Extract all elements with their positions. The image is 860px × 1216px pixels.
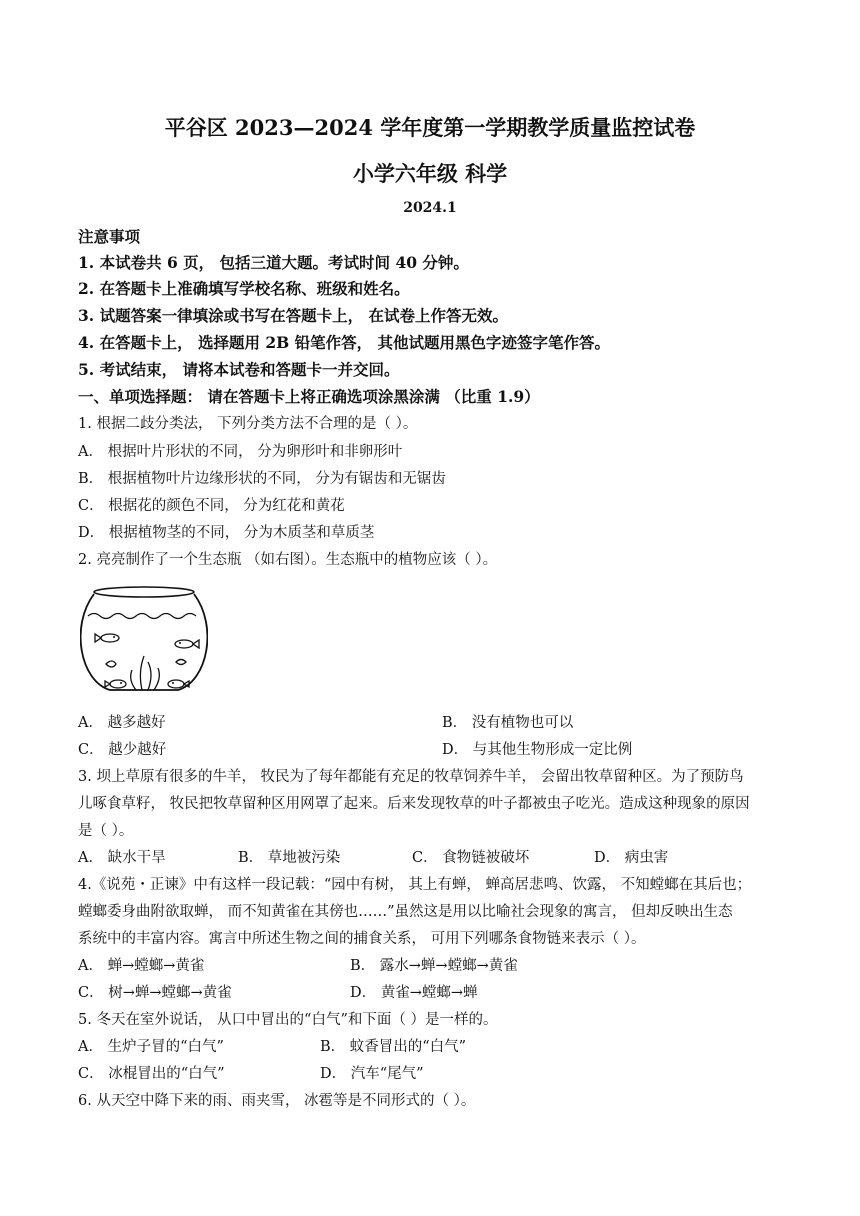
- question-stem: 6. 从天空中降下来的雨、雨夹雪， 冰雹等是不同形式的（ ）。: [78, 1093, 476, 1109]
- question-stem: 1. 根据二歧分类法， 下列分类方法不合理的是（ ）。: [78, 416, 418, 432]
- option: C． 食物链被破坏: [412, 850, 530, 866]
- option: B． 露水→蝉→螳螂→黄雀: [350, 958, 518, 974]
- question-stem: 2. 亮亮制作了一个生态瓶 （如右图）。生态瓶中的植物应该（ ）。: [78, 552, 498, 568]
- option: B． 没有植物也可以: [442, 715, 574, 731]
- exam-subtitle: 小学六年级 科学: [352, 161, 508, 186]
- option: B． 蚊香冒出的“白气”: [320, 1039, 467, 1055]
- option: B． 根据植物叶片边缘形状的不同， 分为有锯齿和无锯齿: [78, 471, 446, 487]
- question-stem: 是（ ）。: [78, 823, 134, 839]
- question-stem: 4.《说苑・正谏》中有这样一段记载：“园中有树， 其上有蝉， 蝉高居悲鸣、饮露， 不知螳螂在其后也；: [78, 877, 752, 893]
- option: C． 冰棍冒出的“白气”: [78, 1066, 225, 1082]
- notice-heading: 注意事项: [78, 227, 141, 246]
- section-heading: 一、单项选择题： 请在答题卡上将正确选项涂黑涂满 （比重 1.9）: [78, 387, 540, 406]
- option: A． 生炉子冒的“白气”: [78, 1039, 224, 1055]
- question-stem: 3. 坝上草原有很多的牛羊， 牧民为了每年都能有充足的牧草饲养牛羊， 会留出牧草留种区。为了预防鸟: [78, 769, 744, 785]
- fishbowl-illustration: [80, 586, 208, 696]
- notice-item: 5. 考试结束， 请将本试卷和答题卡一并交回。: [78, 360, 400, 379]
- option: A． 越多越好: [78, 715, 166, 731]
- notice-item: 1. 本试卷共 6 页， 包括三道大题。考试时间 40 分钟。: [78, 253, 469, 272]
- option: D． 病虫害: [594, 850, 669, 866]
- notice-item: 4. 在答题卡上， 选择题用 2B 铅笔作答， 其他试题用黑色字迹签字笔作答。: [78, 333, 611, 352]
- notice-item: 3. 试题答案一律填涂或书写在答题卡上， 在试卷上作答无效。: [78, 306, 508, 325]
- option: D． 根据植物茎的不同， 分为木质茎和草质茎: [78, 525, 375, 541]
- notice-item: 2. 在答题卡上准确填写学校名称、班级和姓名。: [78, 279, 410, 298]
- option: A． 蝉→螳螂→黄雀: [78, 958, 205, 974]
- question-stem: 5. 冬天在室外说话， 从口中冒出的“白气”和下面（ ）是一样的。: [78, 1012, 498, 1028]
- option: B． 草地被污染: [238, 850, 341, 866]
- exam-title: 平谷区 2023—2024 学年度第一学期教学质量监控试卷: [164, 115, 696, 140]
- option: D． 汽车“尾气”: [320, 1066, 424, 1082]
- option: A． 缺水干旱: [78, 850, 166, 866]
- exam-date: 2024.1: [403, 200, 457, 216]
- option: D． 黄雀→螳螂→蝉: [350, 985, 478, 1001]
- option: C． 根据花的颜色不同， 分为红花和黄花: [78, 498, 345, 514]
- question-stem: 儿啄食草籽， 牧民把牧草留种区用网罩了起来。后来发现牧草的叶子都被虫子吃光。造成这种现象的原因: [78, 796, 750, 812]
- option: C． 越少越好: [78, 742, 167, 758]
- question-stem: 系统中的丰富内容。寓言中所述生物之间的捕食关系， 可用下列哪条食物链来表示（ ）。: [78, 931, 646, 947]
- option: C． 树→蝉→螳螂→黄雀: [78, 985, 232, 1001]
- option: D． 与其他生物形成一定比例: [442, 742, 633, 758]
- option: A． 根据叶片形状的不同， 分为卵形叶和非卵形叶: [78, 444, 403, 460]
- question-stem: 螳螂委身曲附欲取蝉， 而不知黄雀在其傍也……”虽然这是用以比喻社会现象的寓言， 但却反映出生态: [78, 904, 733, 920]
